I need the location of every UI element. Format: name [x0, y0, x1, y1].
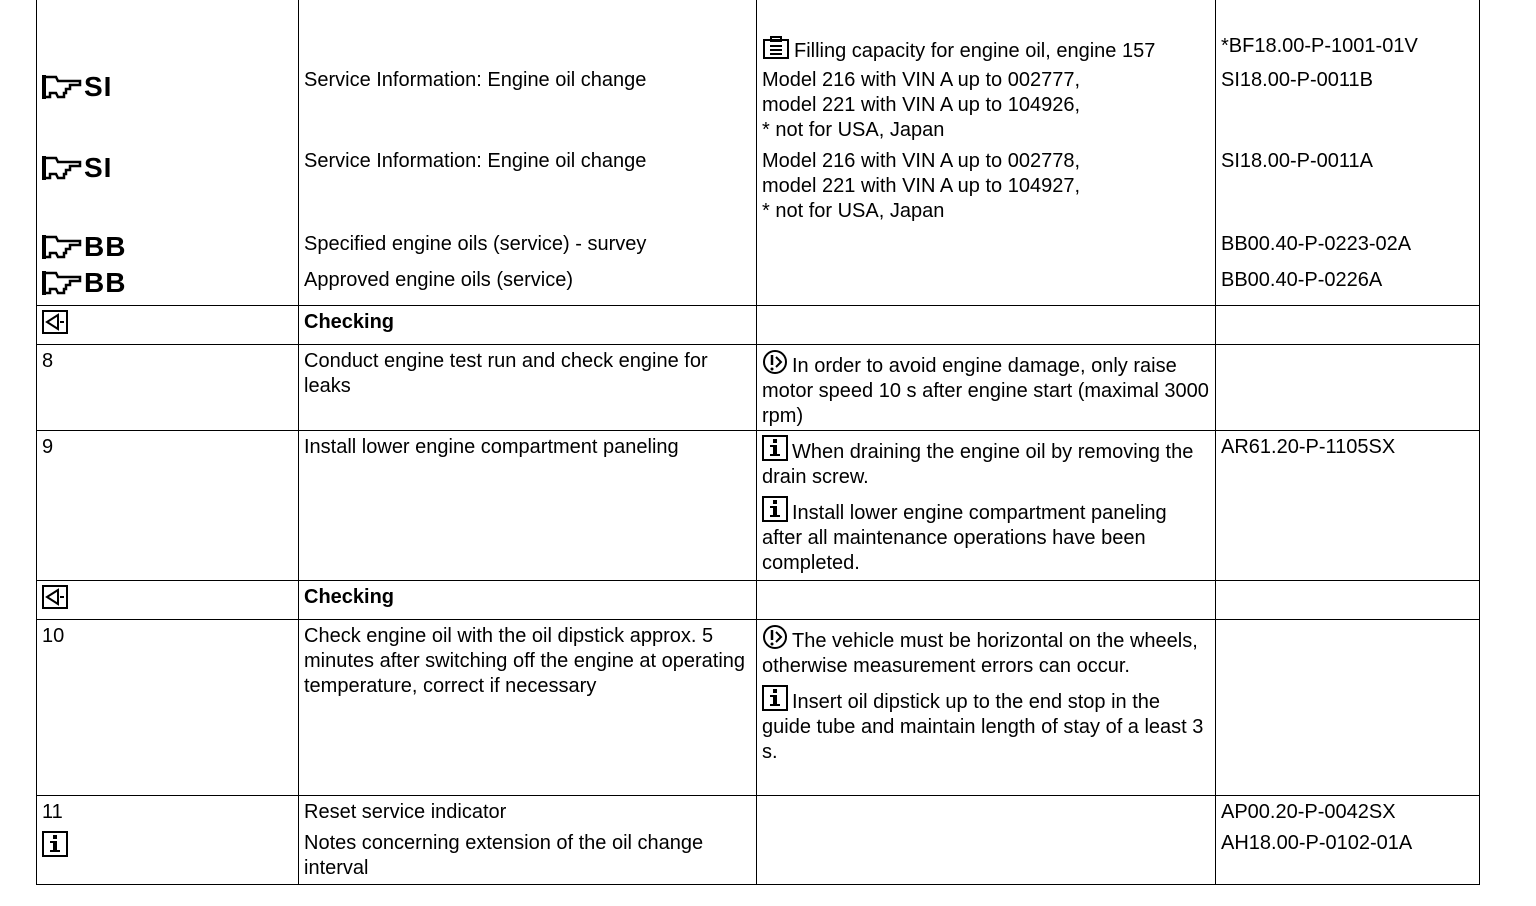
info-icon [762, 685, 788, 711]
fill-capacity-row [37, 0, 1479, 66]
note-description: Notes concerning extension of the oil change interval [304, 832, 704, 879]
step-description: Reset service indicator [304, 801, 507, 823]
step-description: Install lower engine compartment paneling [298, 431, 756, 582]
step-description: Conduct engine test run and check engine for leaks [298, 345, 756, 430]
si-doc-link[interactable]: SI18.00-P-0011B [1215, 66, 1479, 147]
note-doc-link[interactable]: AH18.00-P-0102-01A [1221, 832, 1413, 854]
pointing-hand-icon [42, 73, 82, 101]
step-description: Check engine oil with the oil dipstick approx. 5 minutes after switching off the engine at operating temperature, correct if necessary [298, 620, 756, 795]
si-row [37, 147, 1479, 230]
info-icon [762, 435, 788, 461]
bb-row [37, 266, 1479, 305]
bb-doc-link[interactable]: BB00.40-P-0223-02A [1215, 230, 1479, 266]
maintenance-table [36, 0, 1480, 885]
pointing-hand-icon [42, 269, 82, 297]
step-row [37, 430, 1479, 580]
checking-label: Checking [298, 581, 756, 619]
fill-capacity-note: Filling capacity for engine oil, engine 157 [794, 40, 1156, 62]
bb-doc-link[interactable]: BB00.40-P-0226A [1215, 266, 1479, 305]
step-number: 11 [42, 801, 63, 823]
pointing-hand-icon [42, 233, 82, 261]
step-row [37, 344, 1479, 430]
step-row [37, 795, 1479, 884]
si-description: Service Information: Engine oil change [298, 66, 756, 147]
checking-header-row [37, 305, 1479, 344]
oil-can-icon [762, 36, 790, 60]
step-row [37, 619, 1479, 795]
info-note: When draining the engine oil by removing the drain screw. [762, 441, 1194, 488]
si-description: Service Information: Engine oil change [298, 147, 756, 230]
checking-header-row [37, 580, 1479, 619]
info-note: Insert oil dipstick up to the end stop in the guide tube and maintain length of stay of a least 3 s. [762, 691, 1204, 763]
info-icon [762, 496, 788, 522]
warning-icon [762, 349, 788, 375]
checking-label: Checking [298, 306, 756, 344]
bb-badge: BB [84, 267, 127, 298]
step-number: 8 [42, 350, 54, 372]
si-note: Model 216 with VIN A up to 002777, model 221 with VIN A up to 104926, * not for USA, Japan [756, 66, 1215, 147]
checking-icon [42, 585, 68, 609]
warning-icon [762, 624, 788, 650]
step-number: 9 [42, 436, 54, 458]
pointing-hand-icon [42, 154, 82, 182]
step-number: 10 [42, 625, 65, 647]
info-icon [42, 831, 68, 857]
si-doc-link[interactable]: SI18.00-P-0011A [1215, 147, 1479, 230]
si-note: Model 216 with VIN A up to 002778, model 221 with VIN A up to 104927, * not for USA, Japan [756, 147, 1215, 230]
step-doc-link[interactable]: AP00.20-P-0042SX [1221, 801, 1396, 823]
step-doc-link[interactable]: AR61.20-P-1105SX [1215, 431, 1479, 582]
bb-description: Specified engine oils (service) - survey [298, 230, 756, 266]
bb-badge: BB [84, 231, 127, 262]
bb-row [37, 230, 1479, 266]
fill-capacity-doc-link[interactable]: *BF18.00-P-1001-01V [1215, 0, 1479, 66]
bb-description: Approved engine oils (service) [298, 266, 756, 305]
si-row [37, 66, 1479, 147]
warning-note: The vehicle must be horizontal on the wheels, otherwise measurement errors can occur. [762, 630, 1198, 677]
warning-note: In order to avoid engine damage, only raise motor speed 10 s after engine start (maximal 3000 rpm) [762, 355, 1209, 427]
checking-icon [42, 310, 68, 334]
info-note: Install lower engine compartment paneling after all maintenance operations have been completed. [762, 502, 1167, 574]
si-badge: SI [84, 71, 113, 102]
si-badge: SI [84, 152, 113, 183]
